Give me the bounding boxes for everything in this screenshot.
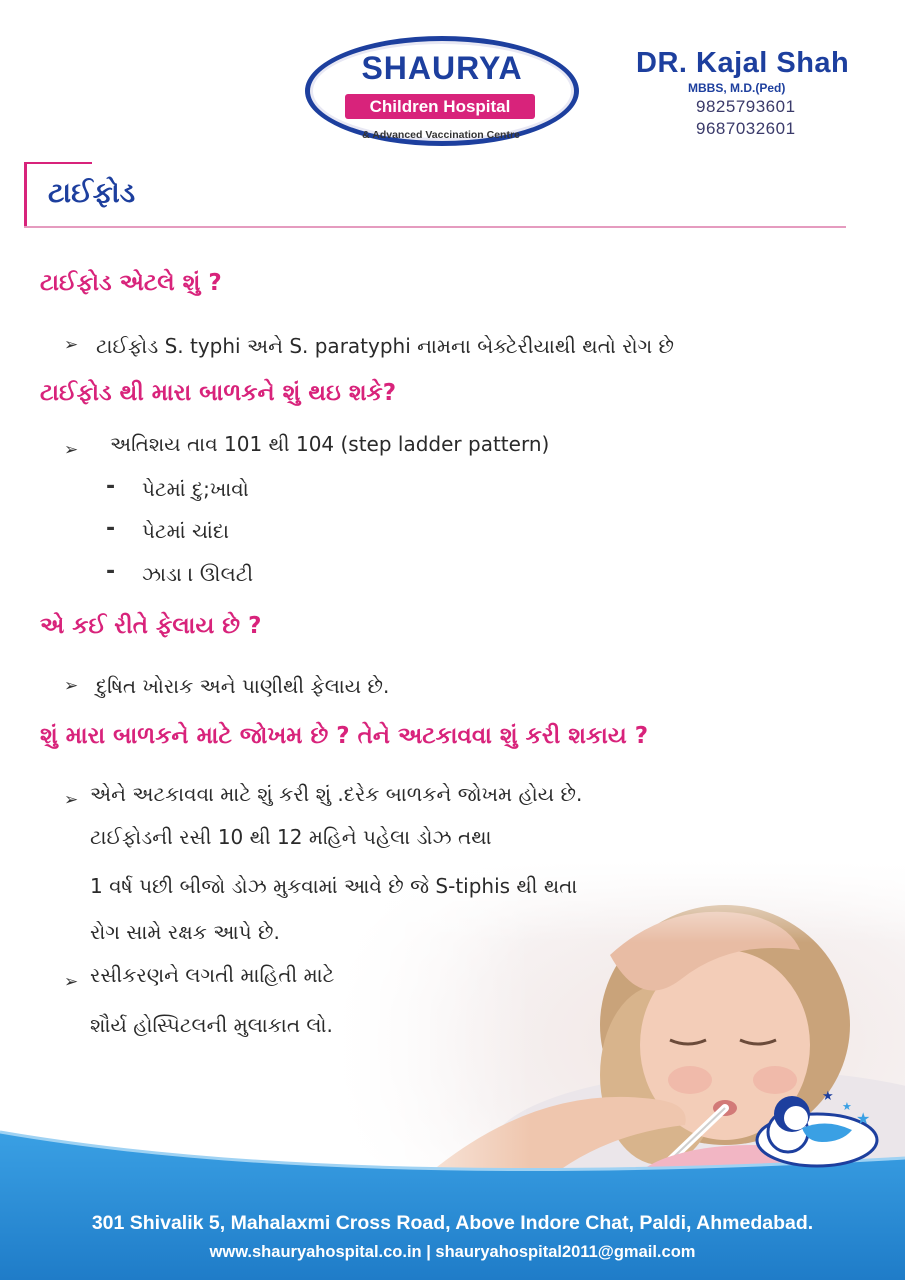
bullet-line: રસીકરણને લગતી માહિતી માટે bbox=[90, 963, 335, 987]
bullet-line: ટાઈફોડની રસી 10 થી 12 મહિને પહેલા ડોઝ તથા bbox=[90, 825, 492, 849]
footer-address: 301 Shivalik 5, Mahalaxmi Cross Road, Above Indore Chat, Paldi, Ahmedabad. bbox=[91, 1212, 814, 1234]
section-heading-spread: એ કઈ રીતે ફેલાય છે ? bbox=[40, 613, 262, 639]
bullet-line: 1 વર્ષ પછી બીજો ડોઝ મુકવામાં આવે છે જે S-tiphis થી થતા bbox=[90, 874, 578, 898]
arrow-bullet-icon: ➢ bbox=[64, 335, 79, 355]
arrow-bullet-icon: ➢ bbox=[64, 676, 79, 696]
footer-contact: www.shauryahospital.co.in | shauryahospital2011@gmail.com bbox=[209, 1243, 696, 1261]
arrow-bullet-icon: ➢ bbox=[64, 440, 79, 460]
bullet-item: અતિશય તાવ 101 થી 104 (step ladder pattern) bbox=[110, 432, 550, 456]
logo-tagline: & Advanced Vaccination Centre bbox=[362, 129, 520, 141]
hospital-logo bbox=[305, 36, 573, 148]
arrow-bullet-icon: ➢ bbox=[64, 790, 79, 810]
page-title-box bbox=[24, 162, 846, 228]
svg-text:★: ★ bbox=[856, 1109, 871, 1128]
section-heading-what-is: ટાઈફોડ એટલે શું ? bbox=[40, 270, 222, 296]
section-heading-effects: ટાઈફોડ થી મારા બાળકને શું થઇ શકે? bbox=[40, 380, 397, 406]
page-title: ટાઈફોડ bbox=[48, 176, 136, 209]
svg-text:★: ★ bbox=[822, 1089, 834, 1104]
sleeping-baby-cloud-icon bbox=[752, 1078, 882, 1170]
sub-item: પેટમાં દુ;ખાવો bbox=[142, 477, 249, 501]
dash-bullet-icon: - bbox=[106, 474, 116, 499]
bullet-line: એને અટકાવવા માટે શું કરી શું .દરેક બાળકને જોખમ હોય છે. bbox=[90, 782, 583, 806]
sub-item: પેટમાં ચાંદા bbox=[142, 519, 229, 543]
doctor-info bbox=[636, 46, 886, 140]
title-border-left bbox=[24, 162, 27, 228]
bullet-line: રોગ સામે રક્ષક આપે છે. bbox=[90, 920, 280, 944]
doctor-phone-1: 9825793601 bbox=[696, 97, 796, 116]
bullet-line: શૌર્ય હોસ્પિટલની મુલાકાત લો. bbox=[90, 1013, 333, 1037]
dash-bullet-icon: - bbox=[106, 559, 116, 584]
bullet-item: ટાઈફોડ S. typhi અને S. paratyphi નામના બેક્ટેરીયાથી થતો રોગ છે bbox=[96, 334, 674, 358]
arrow-bullet-icon: ➢ bbox=[64, 972, 79, 992]
doctor-degree: MBBS, M.D.(Ped) bbox=[688, 81, 786, 95]
doctor-name: DR. Kajal Shah bbox=[636, 47, 850, 79]
section-heading-risk-prevention: શું મારા બાળકને માટે જોખમ છે ? તેને અટકાવવા શું કરી શકાય ? bbox=[40, 723, 649, 749]
dash-bullet-icon: - bbox=[106, 516, 116, 541]
svg-text:★: ★ bbox=[842, 1100, 852, 1113]
title-border-bottom bbox=[24, 226, 846, 228]
sub-item: ઝાડા । ઊલટી bbox=[142, 562, 254, 586]
bullet-item: દુષિત ખોરાક અને પાણીથી ફેલાય છે. bbox=[96, 674, 390, 698]
title-border-top bbox=[24, 162, 92, 164]
doctor-phone-2: 9687032601 bbox=[696, 119, 796, 138]
logo-name: SHAURYA bbox=[361, 50, 523, 86]
logo-subtitle: Children Hospital bbox=[345, 94, 535, 119]
